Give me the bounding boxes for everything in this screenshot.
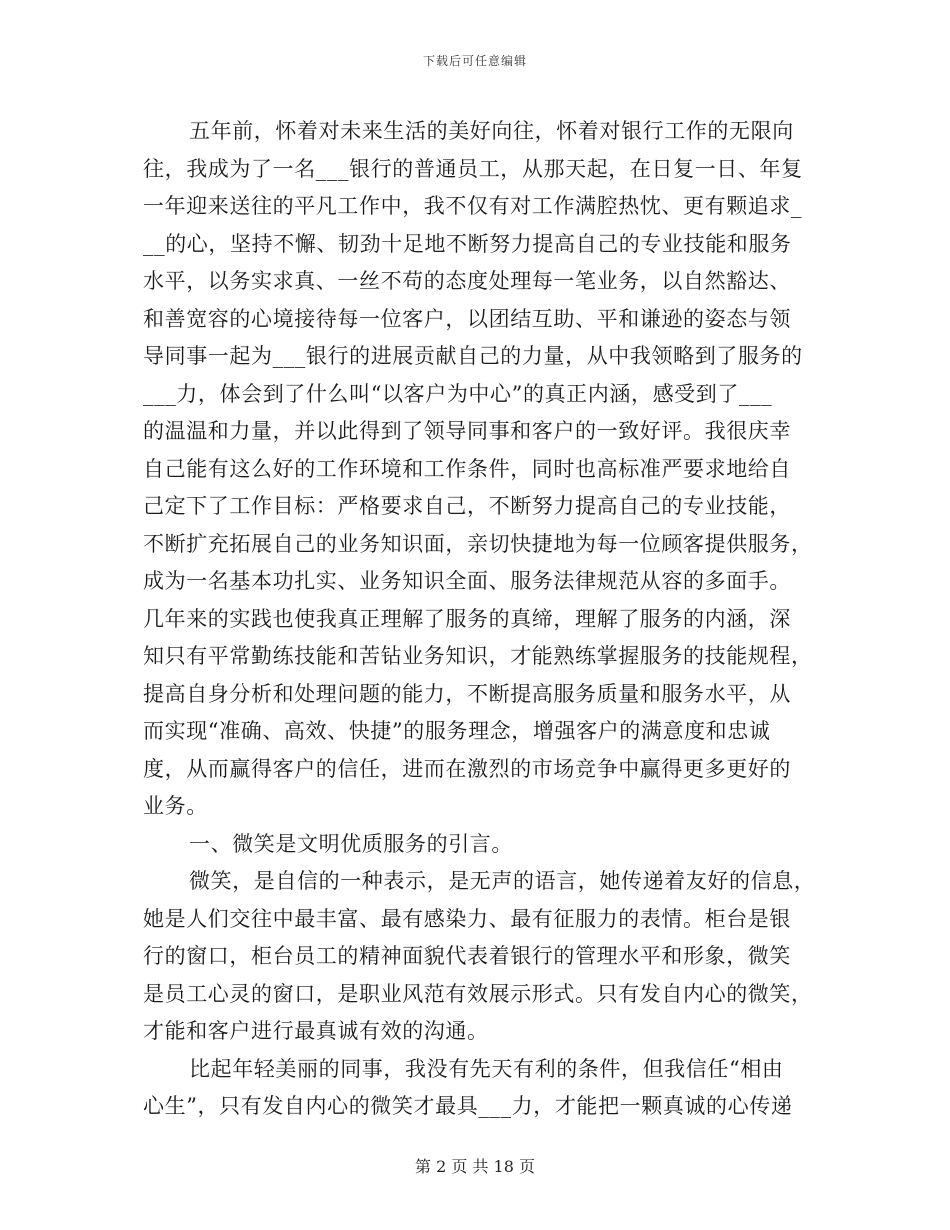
text-line: 一、微笑是文明优质服务的引言。 <box>189 831 513 856</box>
text-line: 比起年轻美丽的同事，我没有先天有利的条件，但我信任“相由 <box>189 1056 784 1081</box>
text-line: 是员工心灵的窗口，是职业风范有效展示形式。只有发自内心的微笑， <box>143 981 813 1006</box>
text-line: 不断扩充拓展自己的业务知识面，亲切快捷地为每一位顾客提供服务， <box>143 531 813 556</box>
text-line: 的温温和力量，并以此得到了领导同事和客户的一致好评。我很庆幸 <box>143 419 791 443</box>
text-line: 微笑，是自信的一种表示，是无声的语言，她传递着友好的信息， <box>189 869 816 893</box>
text-line: 己定下了工作目标：严格要求自己，不断努力提高自己的专业技能， <box>143 494 791 518</box>
page-header: 下载后可任意编辑 <box>422 54 527 68</box>
text-line: 和善宽容的心境接待每一位客户，以团结互助、平和谦逊的姿态与领 <box>143 306 791 331</box>
text-line: 提高自身分析和处理问题的能力，不断提高服务质量和服务水平，从 <box>143 681 791 706</box>
text-line: 导同事一起为___银行的进展贡献自己的力量，从中我领略到了服务的 <box>143 344 803 368</box>
text-line: 行的窗口，柜台员工的精神面貌代表着银行的管理水平和形象，微笑 <box>143 944 791 968</box>
text-line: 往，我成为了一名___银行的普通员工，从那天起，在日复一日、年复 <box>143 156 803 181</box>
text-line: 几年来的实践也使我真正理解了服务的真缔，理解了服务的内涵，深 <box>143 606 791 631</box>
text-line: 她是人们交往中最丰富、最有感染力、最有征服力的表情。柜台是银 <box>143 906 791 931</box>
text-line: 度，从而赢得客户的信任，进而在激烈的市场竞争中赢得更多更好的 <box>143 756 791 781</box>
text-line: 心生”，只有发自内心的微笑才最具___力，才能把一颗真诚的心传递 <box>143 1094 793 1118</box>
text-line: __的心，坚持不懈、韧劲十足地不断努力提高自己的专业技能和服务 <box>143 231 792 256</box>
text-line: 自己能有这么好的工作环境和工作条件，同时也高标准严要求地给自 <box>143 456 791 481</box>
text-line: 成为一名基本功扎实、业务知识全面、服务法律规范从容的多面手。 <box>143 569 791 593</box>
text-line: 业务。 <box>143 794 208 818</box>
document-body <box>143 113 815 1126</box>
text-line: ___力，体会到了什么叫“以客户为中心”的真正内涵，感受到了___ <box>143 381 773 406</box>
page-footer: 第 2 页 共 18 页 <box>415 1157 535 1176</box>
text-line: 知只有平常勤练技能和苦钻业务知识，才能熟练掌握服务的技能规程， <box>143 644 813 668</box>
text-line: 水平，以务实求真、一丝不苟的态度处理每一笔业务，以自然豁达、 <box>143 269 791 293</box>
text-line: 一年迎来送往的平凡工作中，我不仅有对工作满腔热忱、更有颗追求_ <box>143 194 803 218</box>
text-line: 而实现“准确、高效、快捷”的服务理念，增强客户的满意度和忠诚 <box>143 719 771 743</box>
text-line: 才能和客户进行最真诚有效的沟通。 <box>143 1019 489 1043</box>
text-line: 五年前，怀着对未来生活的美好向往，怀着对银行工作的无限向 <box>189 119 794 143</box>
